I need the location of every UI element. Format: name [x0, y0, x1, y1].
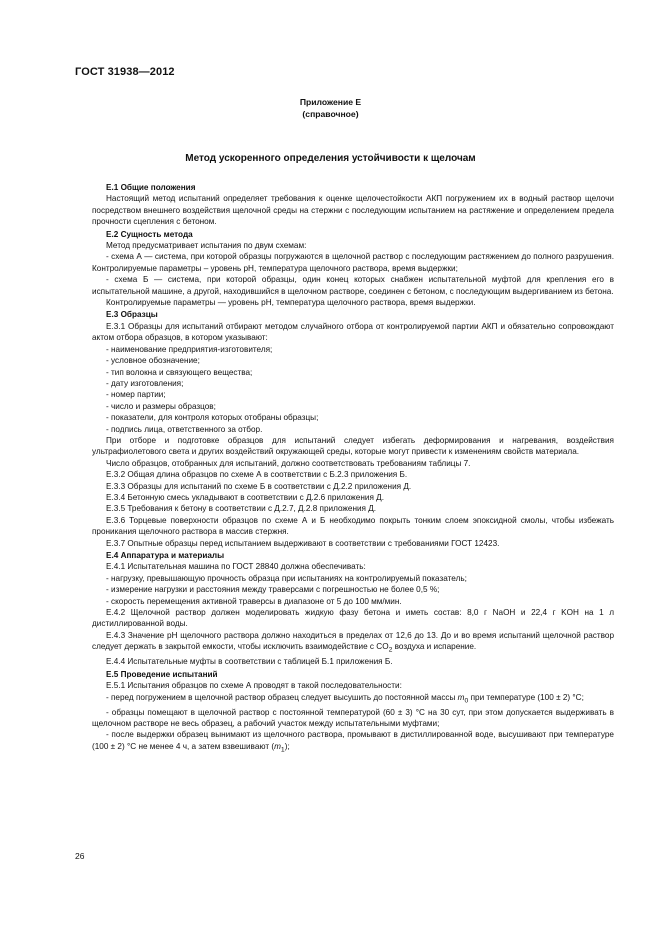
- list-item: - условное обозначение;: [106, 356, 200, 366]
- paragraph: Настоящий метод испытаний определяет требования к оценке щелочестойкости АКП погружением их в водный раствор щелочи посредством внешнего воздействия щелочной среды на стержни с последующим испытанием на растяжение и определением предела прочности сцепления с бетоном.: [92, 194, 614, 227]
- paragraph: Е.4.1 Испытательная машина по ГОСТ 28840 должна обеспечивать:: [106, 562, 366, 572]
- paragraph: Е.3.6 Торцевые поверхности образцов по схеме А и Б необходимо покрыть тонким слоем эпоксидной смолы, чтобы избежать проникания щелочного раствора в массив стержня.: [92, 515, 614, 537]
- subscript: 0: [464, 697, 469, 705]
- text-run: - после выдержки образец вынимают из щелочного раствора, промывают в дистиллированной воде, высушивают при температуре (100 ± 2) °С не менее 4 ч, а затем взвешивают (: [92, 730, 614, 751]
- text-run: при температуре (100 ± 2) °С;: [468, 692, 584, 702]
- section-heading-e2: Е.2 Сущность метода: [106, 229, 193, 239]
- paragraph: [92, 692, 614, 707]
- text-run: Е.4.3 Значение рН щелочного раствора должно находиться в пределах от 12,6 до 13. До и во время испытаний щелочной раствор следует держать в закрытой емкости, чтобы исключить взаимодействие с CO: [92, 630, 614, 652]
- appendix-type: (справочное): [302, 109, 359, 119]
- text-run: - перед погружением в щелочной раствор образец следует высушить до постоянной массы: [106, 692, 458, 702]
- math-symbol: m: [457, 692, 465, 702]
- list-item: - наименование предприятия-изготовителя;: [106, 344, 273, 354]
- paragraph: Контролируемые параметры — уровень рН, температура щелочного раствора, время выдержки.: [106, 298, 476, 308]
- paragraph: Е.3.7 Опытные образцы перед испытанием выдерживают в соответствии с требованиями ГОСТ 12423.: [106, 538, 500, 548]
- list-item: - нагрузку, превышающую прочность образца при испытаниях на контролируемый показатель;: [106, 573, 467, 583]
- paragraph: Е.3.2 Общая длина образцов по схеме А в соответствии с Б.2.3 приложения Б.: [106, 470, 408, 480]
- math-symbol: m: [274, 741, 281, 751]
- list-item: - тип волокна и связующего вещества;: [106, 367, 253, 377]
- list-item: - дату изготовления;: [106, 378, 184, 388]
- paragraph: Метод предусматривает испытания по двум схемам:: [106, 241, 307, 251]
- list-item: - скорость перемещения активной траверсы в диапазоне от 5 до 100 мм/мин.: [106, 596, 402, 606]
- list-item: - число и размеры образцов;: [106, 401, 216, 411]
- paragraph: Е.3.4 Бетонную смесь укладывают в соответствии с Д.2.6 приложения Д.: [106, 492, 384, 502]
- paragraph: Е.5.1 Испытания образцов по схеме А проводят в такой последовательности:: [106, 681, 402, 691]
- paragraph: Е.4.4 Испытательные муфты в соответствии с таблицей Б.1 приложения Б.: [106, 657, 393, 667]
- section-heading-e3: Е.3 Образцы: [106, 310, 158, 320]
- appendix-label: Приложение Е: [299, 97, 362, 107]
- page-number: 26: [75, 851, 85, 861]
- paragraph: [92, 630, 614, 656]
- text-run: );: [284, 741, 290, 751]
- paragraph: - образцы помещают в щелочной раствор с постоянной температурой (60 ± 3) °С на 30 сут, при этом допускается выдерживать в щелочном растворе не весь образец, а рабочий участок между испытательными муфтами;: [92, 707, 614, 728]
- paragraph: Е.4.2 Щелочной раствор должен моделировать жидкую фазу бетона и иметь состав: 8,0 г NaOH и 22,4 г KOH на 1 л дистиллированной воды.: [92, 608, 614, 629]
- paragraph: При отборе и подготовке образцов для испытаний следует избегать деформирования и нагревания, воздействия ультрафиолетового света и других воздействий окружающей среды, которые могут привести к изменениям свойств материала.: [92, 435, 614, 457]
- section-heading-e1: Е.1 Общие положения: [106, 183, 196, 192]
- section-heading-e4: Е.4 Аппаратура и материалы: [106, 551, 225, 560]
- paragraph: Е.3.5 Требования к бетону в соответствии с Д.2.7, Д.2.8 приложения Д.: [106, 504, 377, 514]
- paragraph: - схема Б — система, при которой образцы, один конец которых снабжен испытательной муфтой для крепления его в испытательной машине, а другой, находившийся в щелочном растворе, соединен с бетоном, с последующим выдергиванием из бетона.: [92, 275, 614, 296]
- paragraph: - схема А — система, при которой образцы погружаются в щелочной раствор с последующим растяжением до полного разрушения. Контролируемые параметры – уровень рН, температура щелочного раствора, время выдержки;: [92, 252, 614, 273]
- section-heading-e5: Е.5 Проведение испытаний: [106, 669, 218, 679]
- list-item: - подпись лица, ответственного за отбор.: [106, 424, 263, 434]
- paragraph: [92, 729, 614, 755]
- subscript: 1: [280, 746, 285, 754]
- text-run: воздуха и испарение.: [392, 642, 477, 652]
- paragraph: Е.3.1 Образцы для испытаний отбирают методом случайного отбора от контролируемой партии АКП и обязательно сопровождают актом отбора образцов, в котором указывают:: [92, 321, 614, 343]
- subscript: 2: [388, 646, 393, 654]
- list-item: - измерение нагрузки и расстояния между траверсами с погрешностью не более 0,5 %;: [106, 585, 440, 595]
- list-item: - показатели, для контроля которых отобраны образцы;: [106, 413, 319, 423]
- document-body: [92, 181, 614, 756]
- appendix-title: Метод ускоренного определения устойчивости к щелочам: [185, 153, 476, 164]
- list-item: - номер партии;: [106, 390, 166, 400]
- document-code: ГОСТ 31938—2012: [75, 66, 175, 78]
- paragraph: Е.3.3 Образцы для испытаний по схеме Б в соответствии с Д.2.2 приложения Д.: [106, 481, 412, 491]
- paragraph: Число образцов, отобранных для испытаний, должно соответствовать требованиям таблицы 7.: [106, 458, 471, 468]
